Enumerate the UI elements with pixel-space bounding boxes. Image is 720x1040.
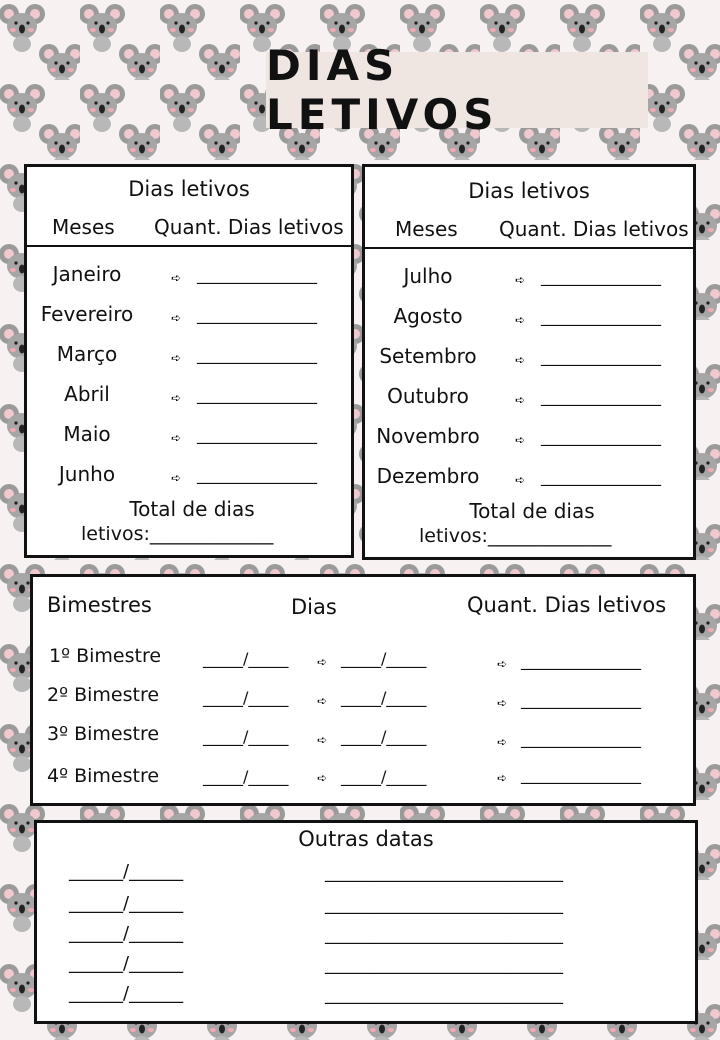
arrow-icon: ➪ <box>171 391 182 405</box>
count-blank[interactable]: _______________ <box>541 427 661 446</box>
month-label: Outubro <box>387 384 469 408</box>
month-label: Agosto <box>393 304 463 328</box>
other-dates-panel <box>34 820 698 1024</box>
month-label: Julho <box>403 264 453 288</box>
header-divider <box>365 247 693 249</box>
count-blank[interactable]: _______________ <box>197 265 317 284</box>
end-date-blank[interactable]: _____/_____ <box>341 727 427 746</box>
panel-heading: Dias letivos <box>128 177 250 201</box>
start-date-blank[interactable]: _____/_____ <box>203 767 289 786</box>
col-count: Quant. Dias letivos <box>154 215 344 239</box>
bimester-label: 4º Bimestre <box>47 765 160 787</box>
arrow-icon: ➪ <box>515 433 526 447</box>
first-semester-panel <box>24 164 354 558</box>
title-banner <box>266 41 648 139</box>
arrow-icon: ➪ <box>317 733 328 747</box>
header-divider <box>27 245 351 247</box>
month-label: Dezembro <box>376 464 480 488</box>
date-blank[interactable]: ______/______ <box>69 923 184 944</box>
arrow-icon: ➪ <box>497 696 508 710</box>
description-blank[interactable]: ____________________________ <box>325 895 563 915</box>
date-blank[interactable]: ______/______ <box>69 953 184 974</box>
total-blank[interactable]: letivos:_____________ <box>419 525 612 547</box>
arrow-icon: ➪ <box>497 771 508 785</box>
description-blank[interactable]: ____________________________ <box>325 955 563 975</box>
bimesters-panel <box>30 574 696 806</box>
col-count: Quant. Dias letivos <box>499 217 689 241</box>
count-blank[interactable]: _______________ <box>521 690 641 709</box>
bimester-label: 3º Bimestre <box>47 723 160 745</box>
count-blank[interactable]: _______________ <box>521 729 641 748</box>
total-label: Total de dias <box>129 497 255 521</box>
month-label: Abril <box>64 382 110 406</box>
count-blank[interactable]: _______________ <box>521 765 641 784</box>
count-blank[interactable]: _______________ <box>197 305 317 324</box>
start-date-blank[interactable]: _____/_____ <box>203 727 289 746</box>
arrow-icon: ➪ <box>171 311 182 325</box>
arrow-icon: ➪ <box>317 771 328 785</box>
date-blank[interactable]: ______/______ <box>69 893 184 914</box>
page-title: DIAS LETIVOS <box>266 41 499 139</box>
description-blank[interactable]: ____________________________ <box>325 925 563 945</box>
second-semester-panel <box>362 164 696 560</box>
count-blank[interactable]: _______________ <box>541 267 661 286</box>
col-count: Quant. Dias letivos <box>467 593 667 617</box>
count-blank[interactable]: _______________ <box>541 347 661 366</box>
arrow-icon: ➪ <box>515 313 526 327</box>
bimester-label: 1º Bimestre <box>49 645 162 667</box>
bimester-label: 2º Bimestre <box>47 684 160 706</box>
end-date-blank[interactable]: _____/_____ <box>341 767 427 786</box>
arrow-icon: ➪ <box>515 353 526 367</box>
count-blank[interactable]: _______________ <box>541 307 661 326</box>
month-label: Junho <box>58 462 116 486</box>
count-blank[interactable]: _______________ <box>197 465 317 484</box>
date-blank[interactable]: ______/______ <box>69 861 184 882</box>
count-blank[interactable]: _______________ <box>197 385 317 404</box>
arrow-icon: ➪ <box>171 431 182 445</box>
total-blank[interactable]: letivos:_____________ <box>81 523 274 545</box>
month-label: Fevereiro <box>40 302 134 326</box>
month-label: Maio <box>63 422 111 446</box>
arrow-icon: ➪ <box>317 694 328 708</box>
arrow-icon: ➪ <box>171 351 182 365</box>
month-label: Novembro <box>376 424 480 448</box>
description-blank[interactable]: ____________________________ <box>325 985 563 1005</box>
description-blank[interactable]: ____________________________ <box>325 863 563 883</box>
month-label: Setembro <box>379 344 477 368</box>
arrow-icon: ➪ <box>515 393 526 407</box>
arrow-icon: ➪ <box>497 735 508 749</box>
panel-heading: Dias letivos <box>468 179 590 203</box>
month-label: Março <box>56 342 118 366</box>
arrow-icon: ➪ <box>317 655 328 669</box>
arrow-icon: ➪ <box>497 657 508 671</box>
end-date-blank[interactable]: _____/_____ <box>341 649 427 668</box>
month-label: Janeiro <box>52 262 122 286</box>
count-blank[interactable]: _______________ <box>197 345 317 364</box>
start-date-blank[interactable]: _____/_____ <box>203 688 289 707</box>
arrow-icon: ➪ <box>171 471 182 485</box>
start-date-blank[interactable]: _____/_____ <box>203 649 289 668</box>
col-dias: Dias <box>291 595 337 619</box>
count-blank[interactable]: _______________ <box>197 425 317 444</box>
count-blank[interactable]: _______________ <box>521 651 641 670</box>
arrow-icon: ➪ <box>171 271 182 285</box>
col-months: Meses <box>395 217 458 241</box>
arrow-icon: ➪ <box>515 473 526 487</box>
arrow-icon: ➪ <box>515 273 526 287</box>
date-blank[interactable]: ______/______ <box>69 983 184 1004</box>
count-blank[interactable]: _______________ <box>541 387 661 406</box>
col-bimestres: Bimestres <box>47 593 152 617</box>
end-date-blank[interactable]: _____/_____ <box>341 688 427 707</box>
count-blank[interactable]: _______________ <box>541 467 661 486</box>
col-months: Meses <box>52 215 115 239</box>
total-label: Total de dias <box>469 499 595 523</box>
panel-heading: Outras datas <box>298 827 434 851</box>
